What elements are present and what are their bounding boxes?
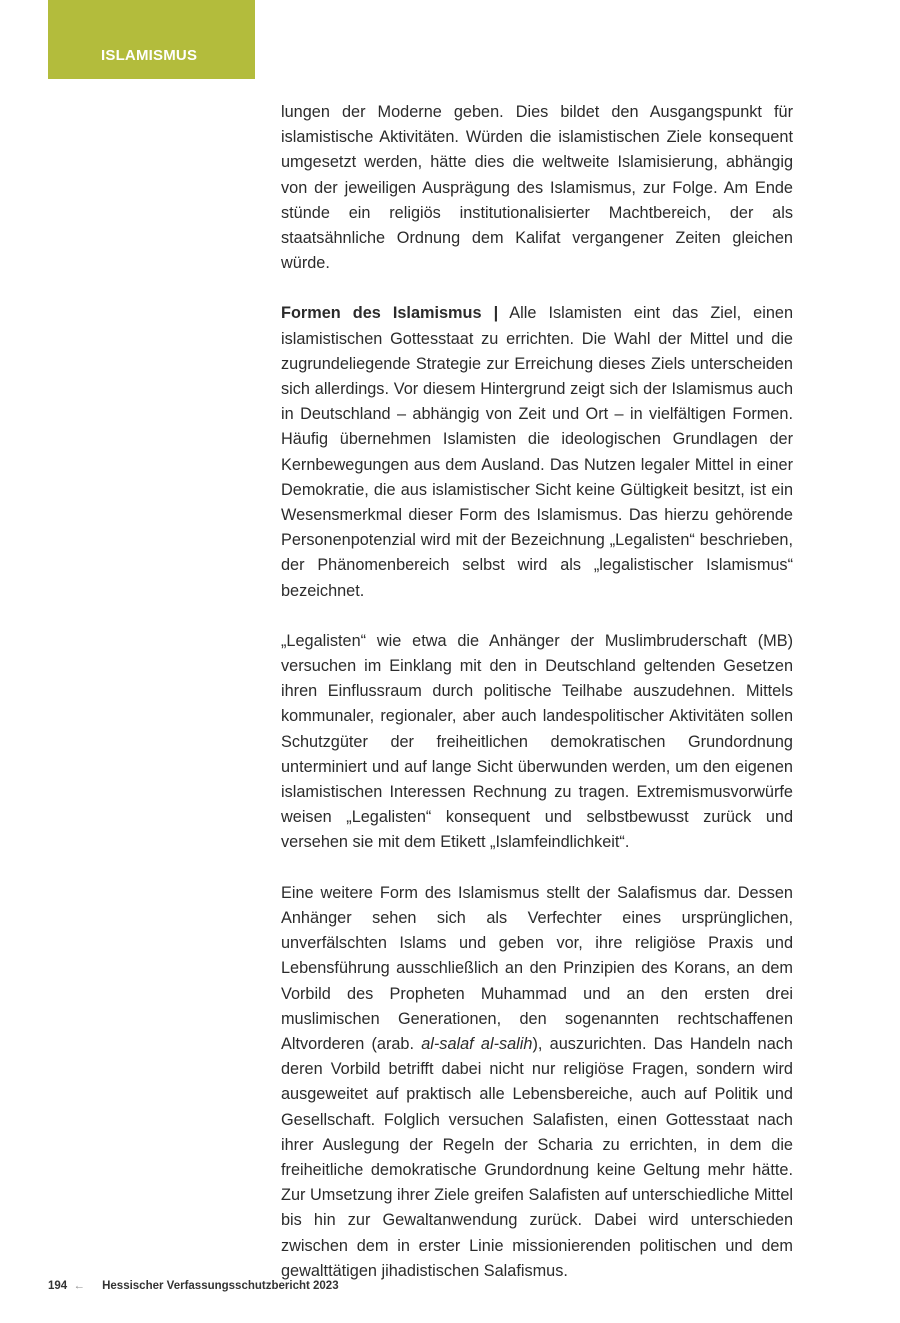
paragraph-4 — [281, 881, 793, 1284]
arabic-term: al-salaf al-salih — [421, 1034, 533, 1053]
arrow-left-icon[interactable]: ← — [73, 1280, 85, 1292]
paragraph-2-text: Alle Islamisten eint das Ziel, einen islamistischen Gottesstaat zu errichten. Die Wahl der Mittel und die zugrundeliegende Strategie zur Erreichung dieses Ziels unterscheiden sich allerdings. Vor diesem Hintergrund zeigt sich der Islamismus auch in Deutschland – abhängig von Zeit und Ort – in vielfältigen Formen. Häufig übernehmen Islamisten die ideologischen Grundlagen der Kernbewegungen aus dem Ausland. Das Nutzen legaler Mittel in einer Demokratie, die aus islamistischer Sicht keine Gültigkeit besitzt, ist ein Wesensmerkmal dieser Form des Islamismus. Das hierzu gehörende Personenpotenzial wird mit der Bezeichnung „Legalisten“ beschrieben, der Phänomenbereich selbst wird als „legalistischer Islamismus“ bezeichnet. — [281, 304, 793, 600]
page-number: 194 — [48, 1280, 68, 1292]
paragraph-4-text-b: ), auszurichten. Das Handeln nach deren Vorbild betrifft dabei nicht nur religiöse Fragen, sondern wird ausgeweitet auf praktisch alle Lebensbereiche, auch auf Politik und Gesellschaft. Folglich versuchen Salafisten, einen Gottesstaat nach ihrer Auslegung der Regeln der Scharia zu errichten, in dem die freiheitliche demokratische Grundordnung keine Geltung mehr hätte. Zur Umsetzung ihrer Ziele greifen Salafisten auf unterschiedliche Mittel bis hin zur Gewaltanwendung zurück. Dabei wird unterschieden zwischen dem in erster Linie missionierenden politischen und dem gewalttätigen jihadistischen Salafismus. — [281, 1034, 793, 1280]
main-text-column — [281, 100, 793, 1309]
publication-title: Hessischer Verfassungsschutzbericht 2023 — [102, 1280, 339, 1292]
section-title: ISLAMISMUS — [101, 47, 198, 64]
paragraph-1: lungen der Moderne geben. Dies bildet den Ausgangspunkt für islamistische Aktivitäten. Würden die islamistischen Ziele konsequent umgesetzt werden, hätte dies die weltweite Islamisierung, abhängig von der jeweiligen Ausprägung des Islamismus, zur Folge. Am Ende stünde ein religiös institutionalisierter Machtbereich, der als staatsähnliche Ordnung dem Kalifat vergangener Zeiten gleichen würde. — [281, 103, 793, 273]
paragraph-3: „Legalisten“ wie etwa die Anhänger der Muslimbruderschaft (MB) versuchen im Einklang mit den in Deutschland geltenden Gesetzen ihren Einflussraum durch politische Teilhabe auszudehnen. Mittels kommunaler, regionaler, aber auch landespolitischer Aktivitäten sollen Schutzgüter der freiheitlichen demokratischen Grundordnung unterminiert und auf lange Sicht überwunden werden, um den eigenen islamistischen Interessen Rechnung zu tragen. Extremismusvorwürfe weisen „Legalisten“ konsequent und selbstbewusst zurück und versehen sie mit dem Etikett „Islamfeindlichkeit“. — [281, 631, 793, 852]
section-header-tab — [48, 0, 255, 79]
paragraph-2 — [281, 301, 793, 603]
paragraph-4-text-a: Eine weitere Form des Islamismus stellt der Salafismus dar. Dessen Anhänger sehen sich als Verfechter eines ursprünglichen, unverfälschten Islams und geben vor, ihre religiöse Praxis und Lebensführung ausschließlich an den Prinzipien des Korans, an dem Vorbild des Propheten Muhammad und an den ersten drei muslimischen Generationen, den sogenannten rechtschaffenen Altvorderen (arab. — [281, 883, 793, 1053]
paragraph-heading: Formen des Islamismus | — [281, 304, 499, 323]
page-footer — [48, 1278, 339, 1294]
